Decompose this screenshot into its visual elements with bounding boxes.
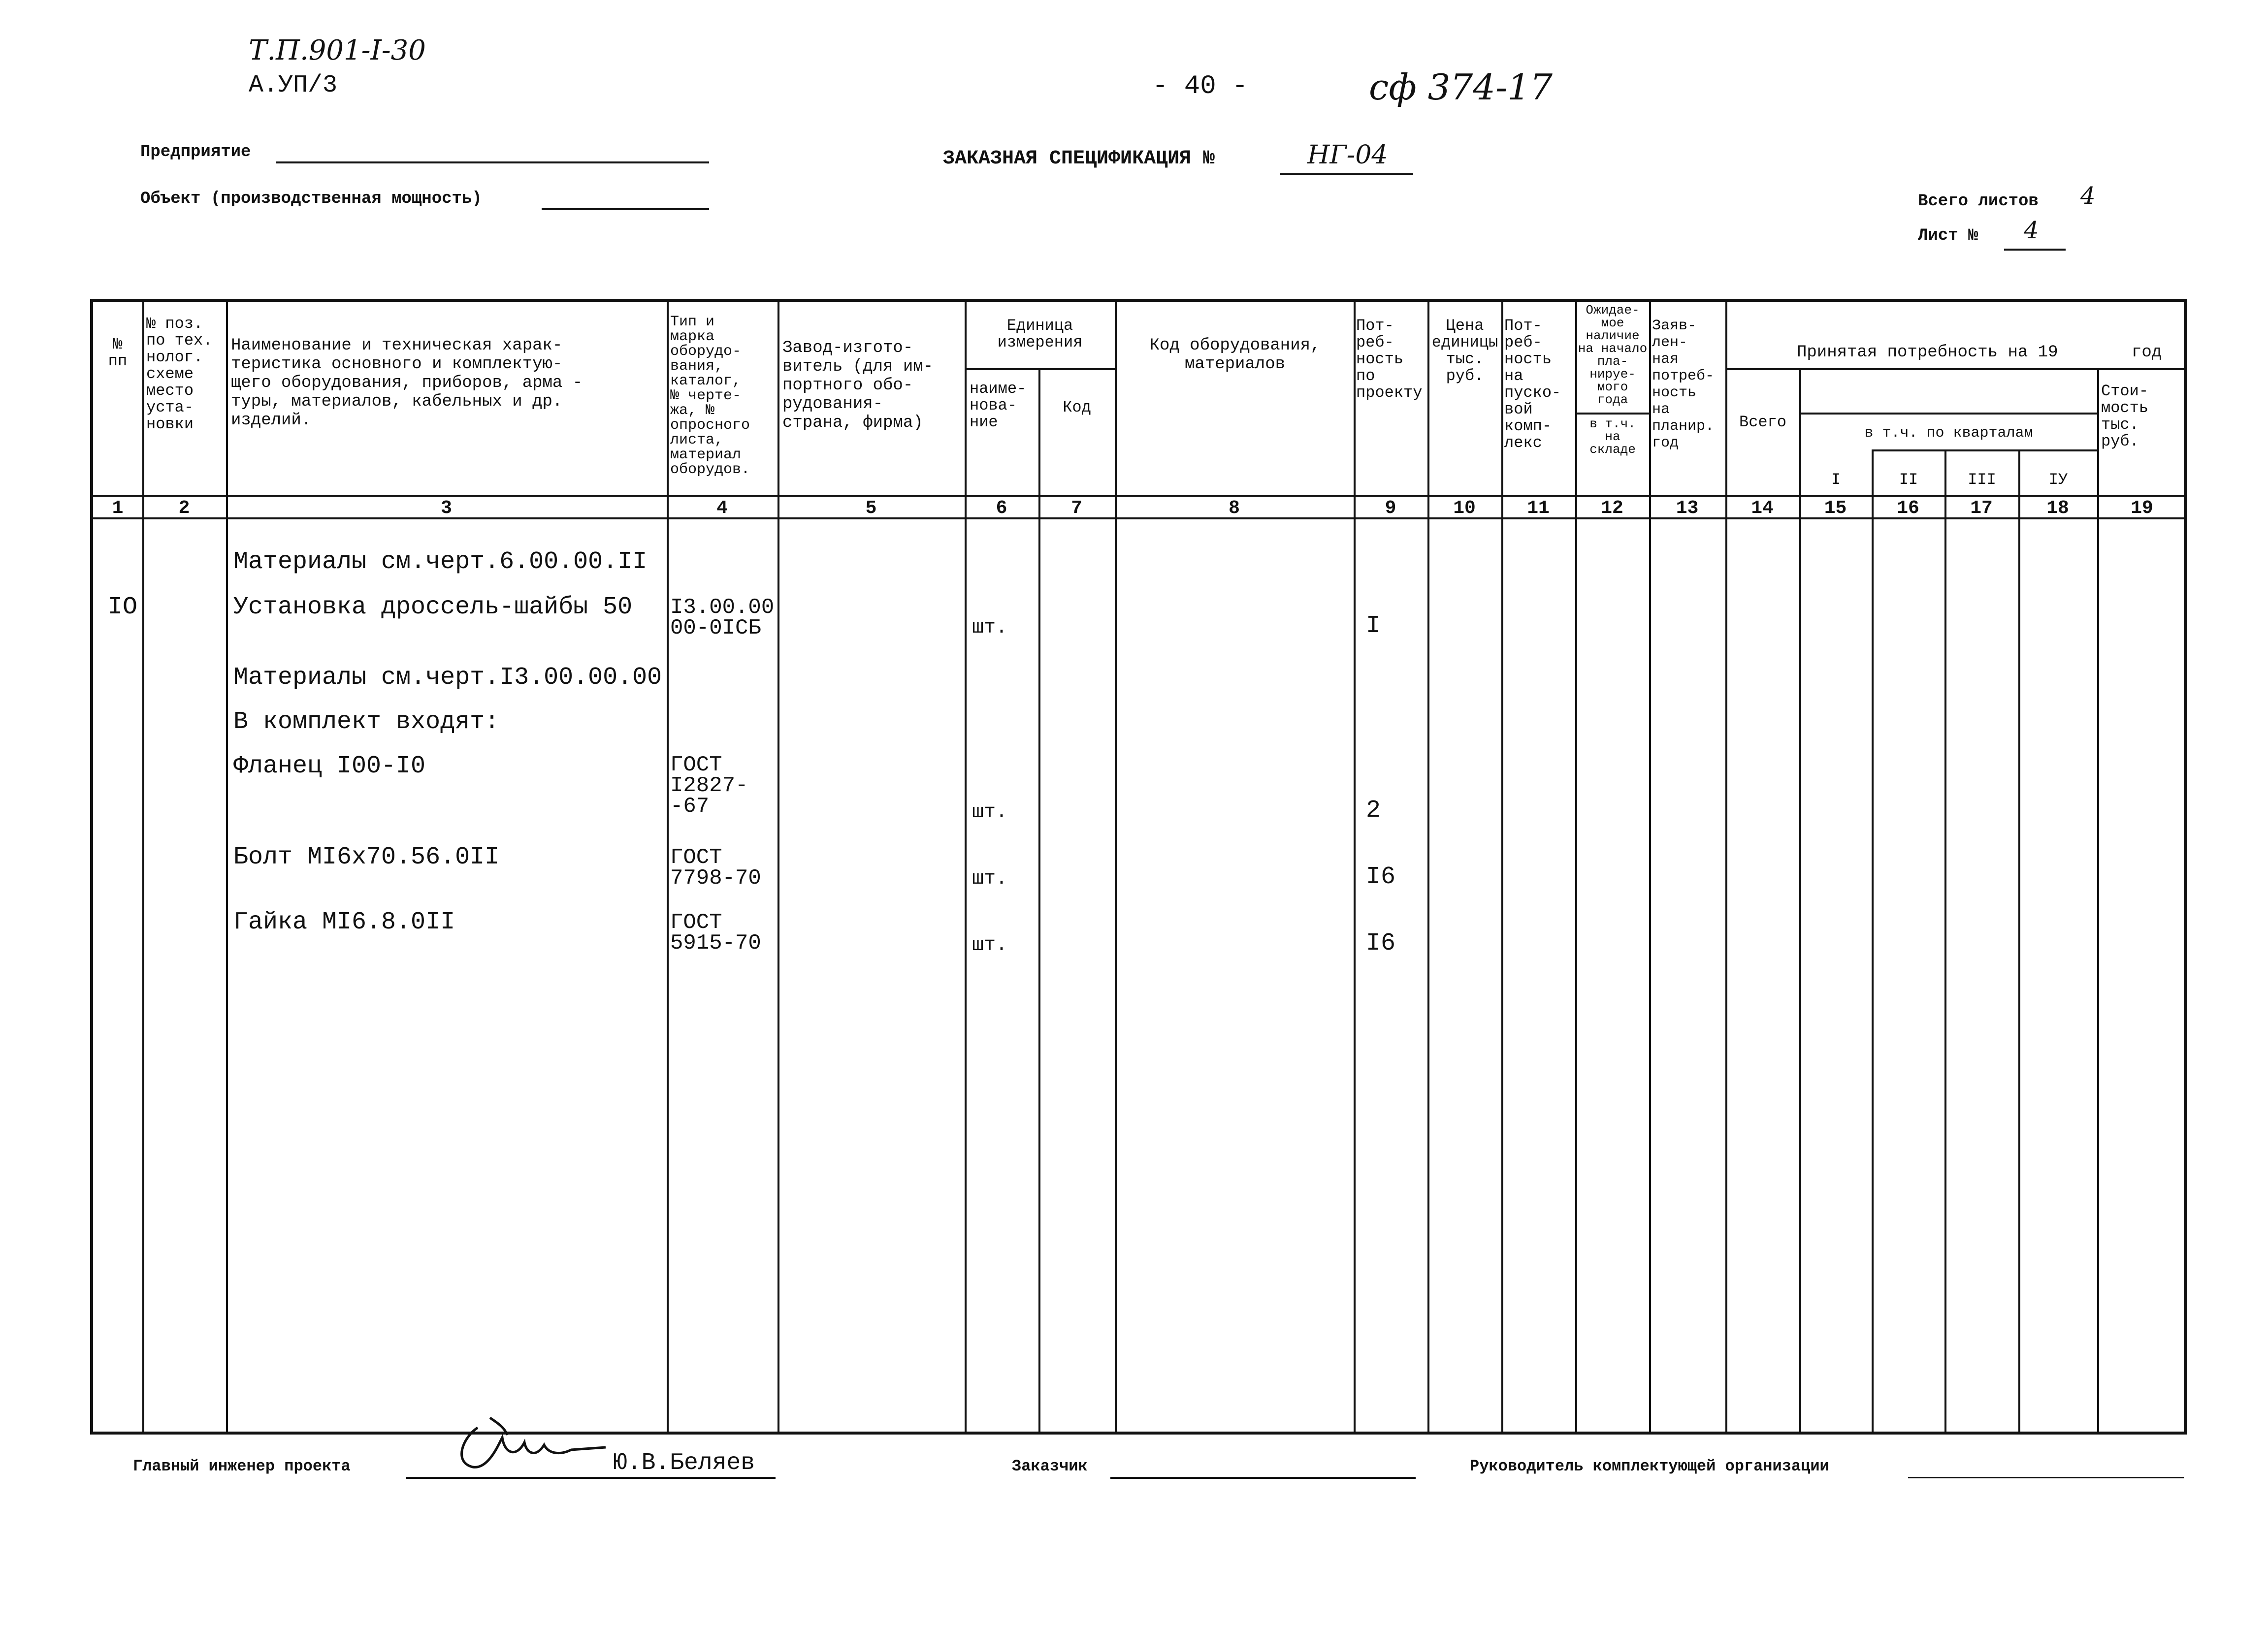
header-position: № поз. по тех. нолог. схеме место уста- новки	[146, 315, 213, 433]
column-number: 10	[1453, 498, 1476, 519]
col-line	[226, 302, 228, 1434]
row-nut-name: Гайка МI6.8.0II	[233, 908, 455, 936]
header-startup-need: Пот- реб- ность на пуско- вой комп- лекс	[1504, 317, 1561, 452]
header-declared-need: Заяв- лен- ная потреб- ность на планир. год	[1652, 318, 1715, 451]
row-item-number: IO	[108, 593, 138, 621]
total-sheets-value: 4	[2080, 182, 2096, 210]
chief-engineer-name: Ю.В.Беляев	[613, 1450, 755, 1476]
column-number: 6	[996, 498, 1007, 519]
row-flange-unit: шт.	[972, 801, 1008, 824]
spec-title: ЗАКАЗНАЯ СПЕЦИФИКАЦИЯ №	[943, 148, 1215, 170]
col-line	[2097, 368, 2099, 1434]
enterprise-field-line	[276, 161, 709, 163]
column-number: 18	[2046, 498, 2069, 519]
column-number: 12	[1601, 498, 1623, 519]
row-bolt-type: ГОСТ 7798-70	[670, 845, 761, 891]
object-label: Объект (производственная мощность)	[140, 190, 482, 208]
header-name: Наименование и техническая харак- теристика основного и комплектую- щего оборудования, приборов, арма - туры, материалов, кабельных и др. изделий.	[231, 336, 583, 430]
column-number: 1	[112, 498, 124, 519]
enterprise-label: Предприятие	[140, 143, 251, 161]
row-nut-qty: I6	[1366, 929, 1396, 958]
quarter-split-line	[1872, 449, 2097, 451]
column-number: 17	[1970, 498, 1993, 519]
supplier-label: Руководитель комплектующей организации	[1470, 1457, 1829, 1475]
column-number: 2	[178, 498, 190, 519]
chief-engineer-label: Главный инженер проекта	[133, 1457, 351, 1475]
header-unit-group: Единица измерения	[997, 317, 1083, 351]
spec-number: НГ-04	[1307, 140, 1388, 170]
accepted-group-line	[1725, 368, 2187, 370]
header-quarter-2: II	[1899, 471, 1918, 489]
header-unit-code: Код	[1063, 398, 1091, 416]
column-number: 16	[1897, 498, 1919, 519]
col-line	[1649, 302, 1651, 1434]
stock-split-line	[1575, 413, 1649, 415]
column-number: 11	[1527, 498, 1550, 519]
row-throttle-washer-type: I3.00.00 00-0IСБ	[670, 595, 775, 640]
specification-table	[90, 299, 2187, 1435]
column-number: 4	[716, 498, 728, 519]
col-line	[1872, 449, 1874, 1434]
col-line	[1501, 302, 1503, 1434]
total-sheets-label: Всего листов	[1918, 192, 2039, 211]
header-manufacturer: Завод-изгото- витель (для им- портного обо- рудования- страна, фирма)	[782, 339, 934, 432]
supplier-line	[1908, 1477, 2184, 1478]
header-in-warehouse: в т.ч. на складе	[1589, 416, 1636, 457]
sheet-value: 4	[2024, 217, 2039, 244]
header-expected-stock: Ожидае- мое наличие на начало пла- нируе- мого года	[1578, 303, 1648, 407]
col-line	[667, 302, 669, 1434]
col-line	[1354, 302, 1356, 1434]
header-quarter-4: IУ	[2048, 471, 2068, 489]
column-number: 14	[1751, 498, 1774, 519]
row-kit-includes: В комплект входят:	[233, 708, 500, 736]
header-row-number: № пп	[108, 335, 128, 370]
page-number: - 40 -	[1152, 71, 1248, 101]
object-field-line	[542, 208, 709, 210]
sheet-label: Лист №	[1918, 226, 1978, 245]
spec-number-line	[1280, 173, 1413, 175]
handwritten-signature	[443, 1408, 611, 1482]
header-unit-name: наиме- нова- ние	[970, 380, 1027, 431]
column-number: 3	[441, 498, 452, 519]
quarters-group-line	[1799, 413, 2097, 415]
row-materials-1: Материалы см.черт.6.00.00.II	[233, 548, 648, 576]
column-number: 7	[1071, 498, 1082, 519]
row-throttle-washer-unit: шт.	[972, 617, 1008, 639]
column-number: 5	[865, 498, 877, 519]
column-number: 19	[2131, 498, 2153, 519]
header-type: Тип и марка оборудо- вания, каталог, № черте- жа, № опросного листа, материал оборудов.	[670, 314, 750, 478]
col-line	[1038, 368, 1040, 1434]
col-line	[142, 302, 144, 1434]
col-line	[1575, 302, 1577, 1434]
row-nut-unit: шт.	[972, 934, 1008, 957]
header-unit-price: Цена единицы тыс. руб.	[1431, 317, 1498, 385]
row-materials-2: Материалы см.черт.I3.00.00.00	[233, 664, 662, 692]
row-flange-qty: 2	[1366, 797, 1381, 825]
col-line	[1725, 302, 1727, 1434]
row-throttle-washer-qty: I	[1366, 612, 1381, 640]
row-nut-type: ГОСТ 5915-70	[670, 910, 761, 956]
col-line	[1944, 449, 1946, 1434]
unit-group-line	[965, 368, 1115, 370]
column-number: 13	[1676, 498, 1699, 519]
col-line	[778, 302, 779, 1434]
header-total: Всего	[1739, 413, 1786, 431]
row-flange-type: ГОСТ I2827- -67	[670, 753, 748, 819]
header-quarters-group: в т.ч. по кварталам	[1864, 425, 2033, 442]
header-quarter-3: III	[1968, 471, 1996, 489]
customer-label: Заказчик	[1012, 1457, 1088, 1475]
handwritten-mark: сф 374-17	[1369, 66, 1553, 108]
document-album: А.УП/3	[249, 71, 338, 99]
sheet-number-line	[2004, 249, 2066, 251]
document-code: Т.П.901-I-30	[249, 34, 426, 66]
header-bottom-line	[93, 495, 2187, 497]
header-accepted-group: Принятая потребность на 19	[1797, 343, 2058, 362]
header-quarter-1: I	[1831, 471, 1841, 489]
row-flange-name: Фланец I00-I0	[233, 752, 426, 780]
col-line	[1427, 302, 1429, 1434]
row-bolt-qty: I6	[1366, 863, 1396, 891]
row-bolt-name: Болт МI6x70.56.0II	[233, 843, 500, 871]
header-project-need: Пот- реб- ность по проекту	[1356, 317, 1423, 402]
column-number: 8	[1229, 498, 1240, 519]
column-number: 9	[1385, 498, 1396, 519]
col-line	[1799, 368, 1801, 1434]
row-bolt-unit: шт.	[972, 868, 1008, 890]
column-number: 15	[1824, 498, 1847, 519]
col-line	[965, 302, 967, 1434]
customer-line	[1110, 1477, 1416, 1479]
header-cost: Стои- мость тыс. руб.	[2101, 382, 2149, 450]
header-equipment-code: Код оборудования, материалов	[1149, 336, 1321, 374]
col-line	[1115, 302, 1117, 1434]
row-throttle-washer-name: Установка дроссель-шайбы 50	[233, 593, 633, 621]
header-accepted-year: год	[2132, 343, 2162, 362]
col-line	[2018, 449, 2020, 1434]
